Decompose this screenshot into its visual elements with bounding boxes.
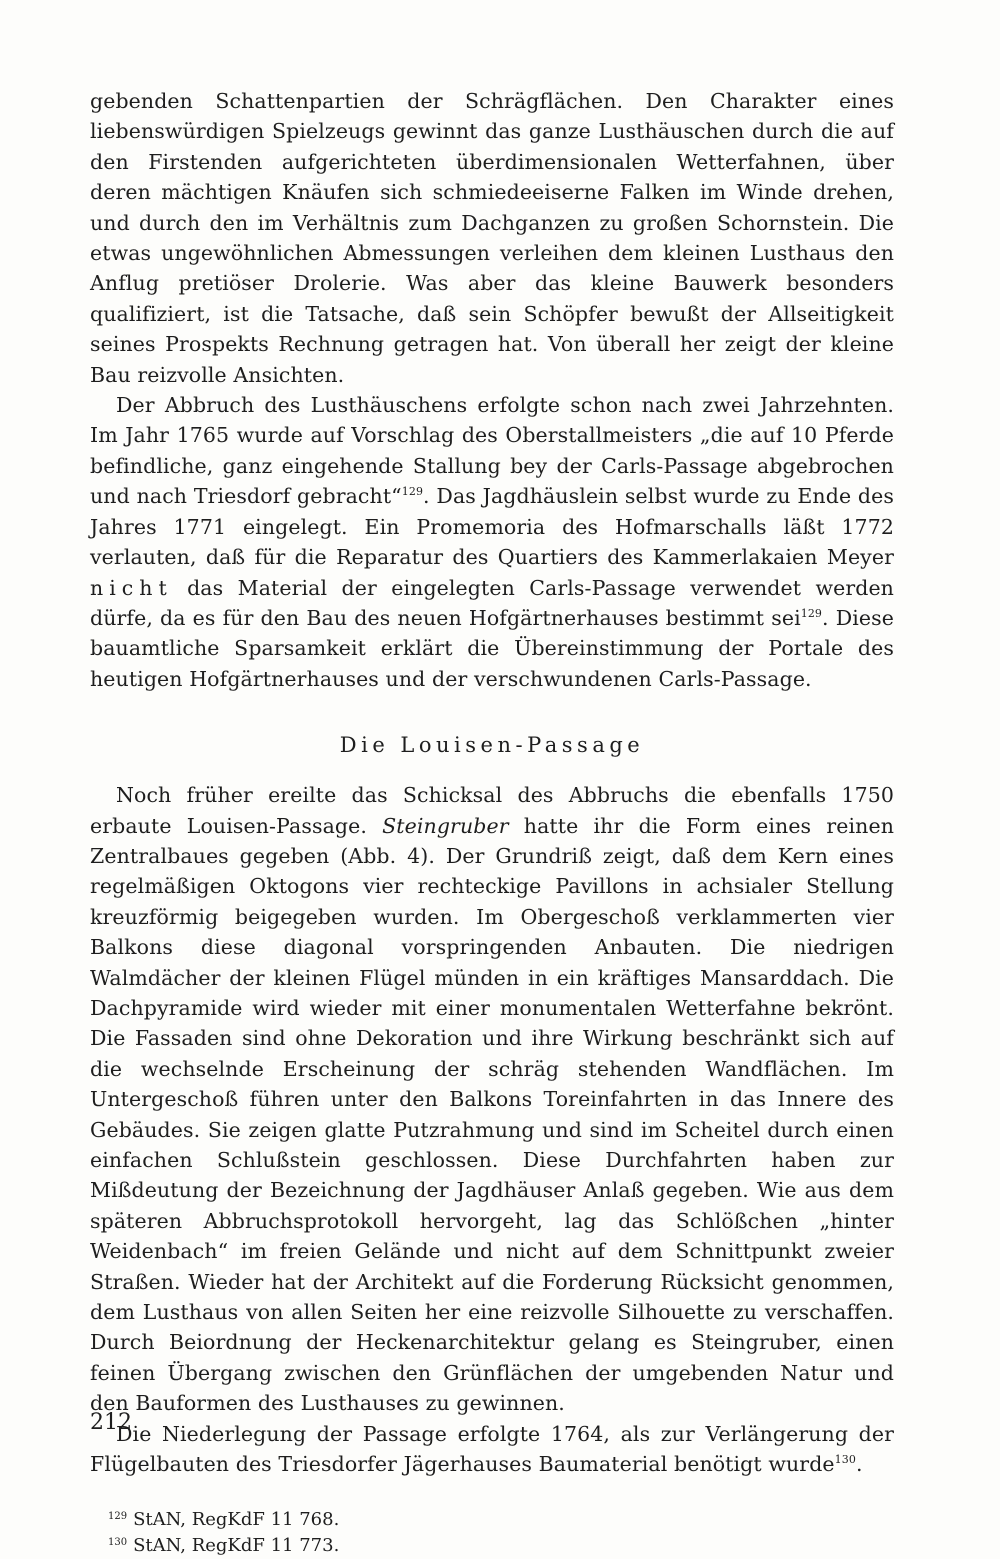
paragraph-2-text-a: Der Abbruch des Lusthäuschens erfolgte schon nach zwei Jahrzehnten. Im Jahr 1765 wurde auf Vorschlag des Oberstallmeisters „die auf 10 Pferde befindliche, ganz eingehende Stallung bey der Carls-Passage abgebrochen und nach Triesdorf gebracht“ bbox=[90, 393, 894, 509]
paragraph-3 bbox=[90, 780, 894, 1419]
paragraph-3-text-b: hatte ihr die Form eines reinen Zentralbaues gegeben (Abb. 4). Der Grundriß zeigt, daß dem Kern eines regelmäßigen Oktogons vier rechteckige Pavillons in achsialer Stellung kreuzförmig beigegeben wurden. Im Obergeschoß verklammerten vier Balkons diese diagonal vorspringenden Anbauten. Die niedrigen Walmdächer der kleinen Flügel münden in ein kräftiges Mansarddach. Die Dachpyramide wird wieder mit einer monumentalen Wetterfahne bekrönt. Die Fassaden sind ohne Dekoration und ihre Wirkung beschränkt sich auf die wechselnde Erscheinung der schräg stehenden Wandflächen. Im Untergeschoß führen unter den Balkons Toreinfahrten in das Innere des Gebäudes. Sie zeigen glatte Putzrahmung und sind im Scheitel durch einen einfachen Schlußstein geschlossen. Diese Durchfahrten haben zur Mißdeutung der Bezeichnung der Jagdhäuser Anlaß gegeben. Wie aus dem späteren Abbruchsprotokoll hervorgeht, lag das Schlößchen „hinter Weidenbach“ im freien Gelände und nicht auf dem Schnittpunkt zweier Straßen. Wieder hat der Architekt auf die Forderung Rücksicht genommen, dem Lusthaus von allen Seiten her eine reizvolle Silhouette zu verschaffen. Durch Beiordnung der Heckenarchitektur gelang es Steingruber, einen feinen Übergang zwischen den Grünflächen der umgebenden Natur und den Bauformen des Lusthauses zu gewinnen. bbox=[90, 813, 894, 1416]
paragraph-4 bbox=[90, 1419, 894, 1480]
italic-name: Steingruber bbox=[382, 813, 509, 838]
footnote-ref-130: 130 bbox=[834, 1453, 856, 1467]
paragraph-2-text-b: . Das Jagdhäuslein selbst wurde zu Ende des Jahres 1771 eingelegt. Ein Promemoria des Hofmarschalls läßt 1772 verlauten, daß für die Reparatur des Quartiers des Kammerlakaien Meyer bbox=[90, 484, 895, 570]
paragraph-1-text: gebenden Schattenpartien der Schrägflächen. Den Charakter eines liebenswürdigen Spielzeugs gewinnt das ganze Lusthäuschen durch die auf den Firstenden aufgerichteten überdimensionalen Wetterfahnen, über deren mächtigen Knäufen sich schmiedeeiserne Falken im Winde drehen, und durch den im Verhältnis zum Dachganzen zu großen Schornstein. Die etwas ungewöhnlichen Abmessungen verleihen dem kleinen Lusthaus den Anflug pretiöser Drolerie. Was aber das kleine Bauwerk besonders qualifiziert, ist die Tatsache, daß sein Schöpfer bewußt der Allseitigkeit seines Prospekts Rechnung getragen hat. Von überall her zeigt der kleine Bau reizvolle Ansichten. bbox=[90, 89, 894, 387]
footnote-ref-129: 129 bbox=[401, 485, 424, 499]
paragraph-2-text-d: . Diese bauamtliche Sparsamkeit erklärt die Übereinstimmung der Portale des heutigen Hofgärtnerhauses und der verschwundenen Carls-Passage. bbox=[90, 605, 895, 691]
paragraph-4-text-b: . bbox=[855, 1452, 863, 1477]
footnotes bbox=[90, 1507, 894, 1559]
paragraph-2 bbox=[90, 390, 894, 694]
paragraph-4-text-a: Die Niederlegung der Passage erfolgte 1764, als zur Verlängerung der Flügelbauten des Triesdorfer Jägerhauses Baumaterial benötigt wurde bbox=[90, 1421, 894, 1477]
paragraph-3-text-a: Noch früher ereilte das Schicksal des Abbruchs die ebenfalls 1750 erbaute Louisen-Passage. bbox=[90, 783, 894, 838]
footnote-130 bbox=[108, 1533, 894, 1559]
footnote-129 bbox=[108, 1507, 894, 1533]
paragraph-2-text-c: das Material der eingelegten Carls-Passage verwendet werden dürfe, da es für den Bau des neuen Hofgärtnerhauses bestimmt sei bbox=[90, 575, 894, 630]
paragraph-1 bbox=[90, 86, 894, 390]
body-section-top bbox=[90, 86, 894, 694]
page-number: 212 bbox=[90, 1410, 132, 1435]
body-section-bottom bbox=[90, 780, 894, 1479]
footnote-number: 129 bbox=[108, 1511, 128, 1523]
text-block bbox=[90, 86, 894, 1559]
footnote-ref-129-second: 129 bbox=[800, 606, 823, 620]
spaced-emphasis: nicht bbox=[90, 575, 173, 600]
footnote-number: 130 bbox=[108, 1537, 128, 1549]
footnote-text: StAN, RegKdF 11 768. bbox=[133, 1509, 340, 1531]
footnote-text: StAN, RegKdF 11 773. bbox=[133, 1535, 340, 1557]
section-heading: Die Louisen-Passage bbox=[339, 733, 645, 758]
